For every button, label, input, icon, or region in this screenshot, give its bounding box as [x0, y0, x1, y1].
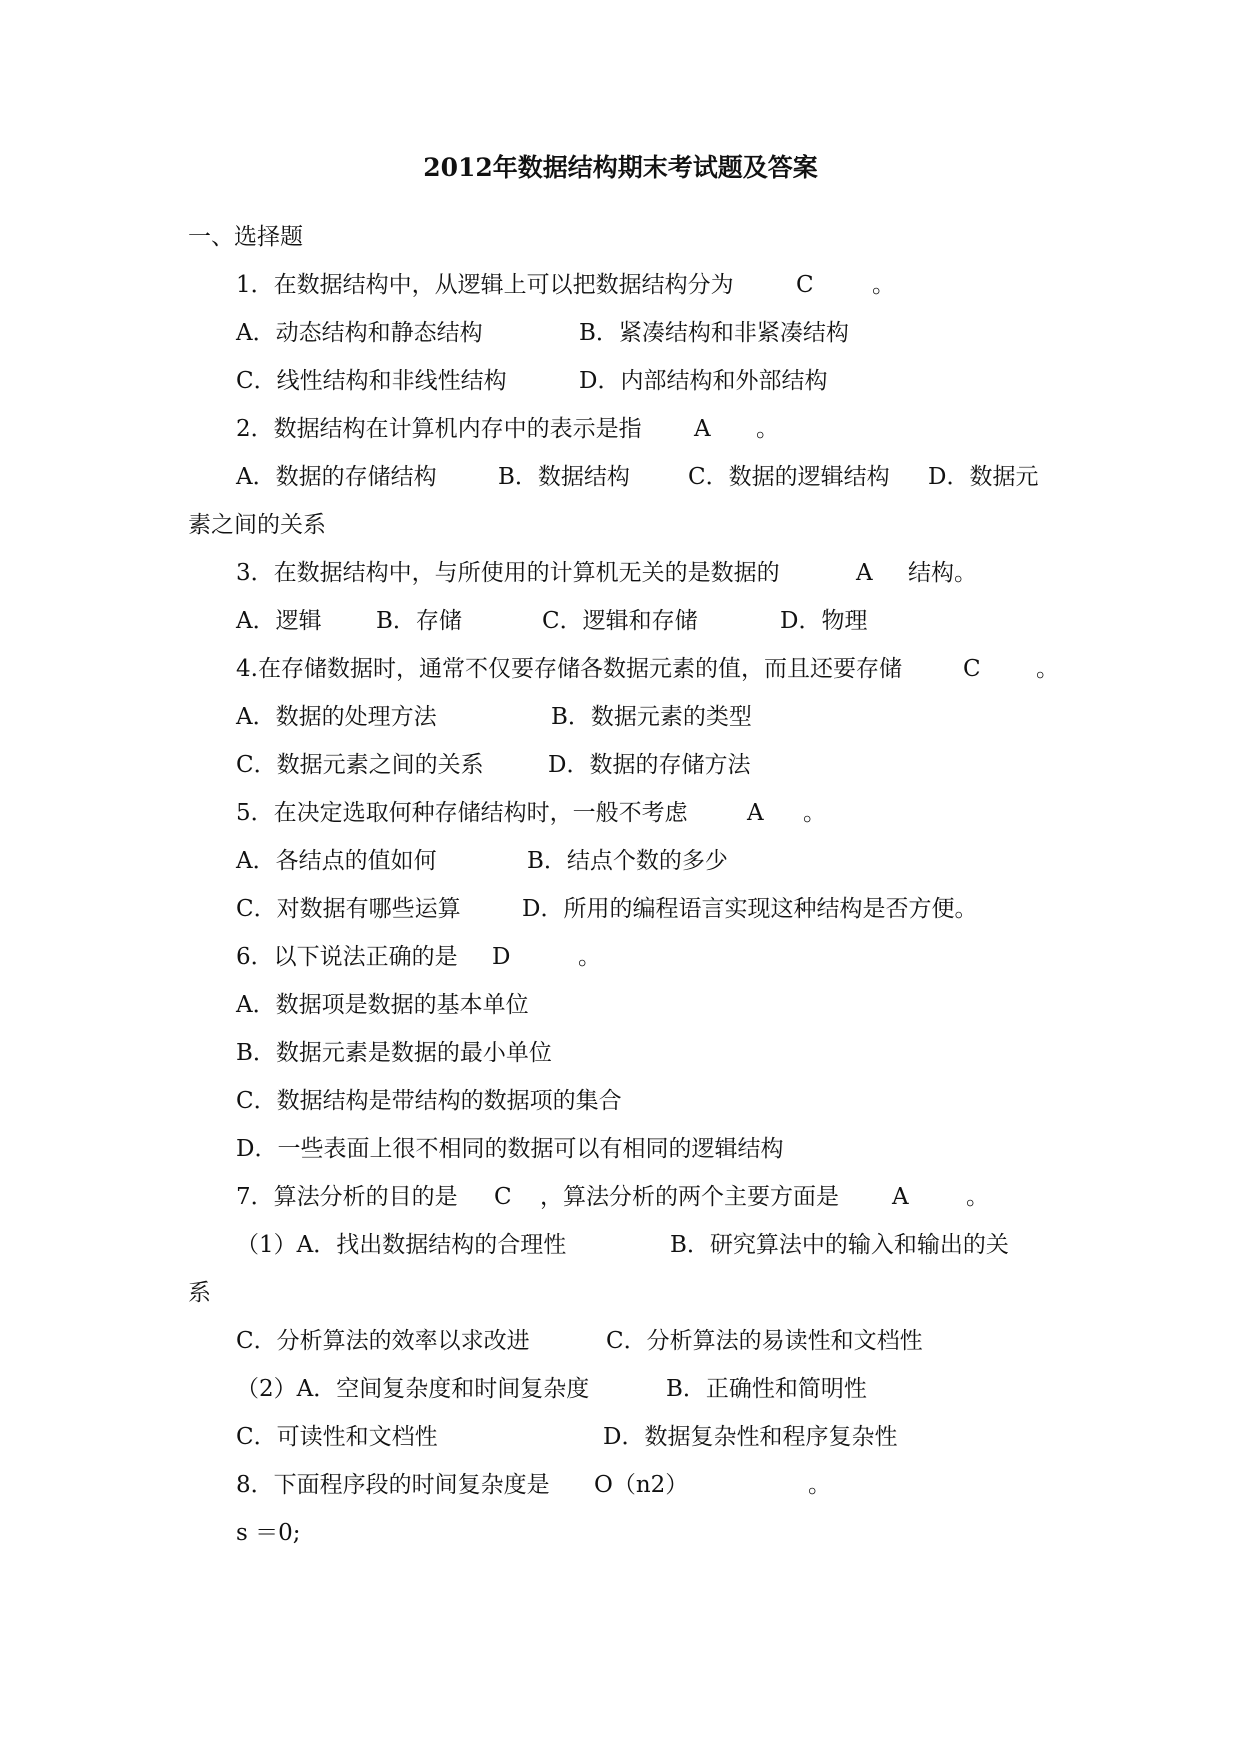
question-8-code-line: s ＝0; [236, 1520, 301, 1546]
question-text: 7．算法分析的目的是 [236, 1184, 458, 1210]
option: B．结点个数的多少 [527, 848, 728, 874]
question-text: 6．以下说法正确的是 [236, 944, 458, 970]
option: A．数据的存储结构 [236, 464, 437, 490]
end-mark: 。 [966, 1184, 989, 1210]
answer: A [856, 560, 873, 586]
option: B．研究算法中的输入和输出的关 [670, 1232, 1009, 1258]
option: D．所用的编程语言实现这种结构是否方便。 [522, 896, 978, 922]
question-2-options-row-2: 素之间的关系 [188, 512, 326, 538]
option: A．动态结构和静态结构 [236, 320, 483, 346]
end-mark: 。 [803, 800, 826, 826]
question-text: 3．在数据结构中，与所使用的计算机无关的是数据的 [236, 560, 780, 586]
page-title: 2012年数据结构期末考试题及答案 [423, 153, 818, 182]
option: C．数据的逻辑结构 [688, 464, 890, 490]
end-mark: 。 [1036, 656, 1059, 682]
end-mark: 。 [808, 1472, 831, 1498]
question-text: 1．在数据结构中，从逻辑上可以把数据结构分为 [236, 272, 734, 298]
question-text: 5．在决定选取何种存储结构时，一般不考虑 [236, 800, 688, 826]
question-6-option-b: B．数据元素是数据的最小单位 [236, 1040, 552, 1066]
option: （1）A．找出数据结构的合理性 [236, 1232, 567, 1258]
option: B．正确性和简明性 [666, 1376, 867, 1402]
question-6-option-a: A．数据项是数据的基本单位 [236, 992, 529, 1018]
option: C．可读性和文档性 [236, 1424, 438, 1450]
option: B．数据结构 [498, 464, 630, 490]
option: D．内部结构和外部结构 [579, 368, 828, 394]
question-text: 2．数据结构在计算机内存中的表示是指 [236, 416, 642, 442]
answer: A [747, 800, 764, 826]
question-text: ，算法分析的两个主要方面是 [540, 1184, 839, 1210]
option: C．对数据有哪些运算 [236, 896, 461, 922]
answer: C [796, 272, 814, 298]
question-7-options-row-2: 系 [188, 1280, 211, 1306]
option: B．紧凑结构和非紧凑结构 [579, 320, 849, 346]
option: C．分析算法的易读性和文档性 [606, 1328, 923, 1354]
answer: A [892, 1184, 909, 1210]
answer: A [694, 416, 711, 442]
end-mark: 结构。 [908, 560, 977, 586]
end-mark: 。 [756, 416, 779, 442]
option: A．逻辑 [236, 608, 322, 634]
option: D．数据的存储方法 [548, 752, 751, 778]
answer: C [494, 1184, 512, 1210]
question-6-option-d: D．一些表面上很不相同的数据可以有相同的逻辑结构 [236, 1136, 784, 1162]
question-text: 8．下面程序段的时间复杂度是 [236, 1472, 550, 1498]
end-mark: 。 [578, 944, 601, 970]
end-mark: 。 [872, 272, 895, 298]
option: C．线性结构和非线性结构 [236, 368, 507, 394]
question-text: 4.在存储数据时，通常不仅要存储各数据元素的值，而且还要存储 [236, 656, 902, 682]
answer: O（n2） [594, 1472, 689, 1498]
option: C．分析算法的效率以求改进 [236, 1328, 530, 1354]
option: D．数据复杂性和程序复杂性 [603, 1424, 898, 1450]
answer: C [963, 656, 981, 682]
question-6-option-c: C．数据结构是带结构的数据项的集合 [236, 1088, 622, 1114]
option: B．存储 [376, 608, 462, 634]
option: C．数据元素之间的关系 [236, 752, 484, 778]
option: A．各结点的值如何 [236, 848, 437, 874]
option: A．数据的处理方法 [236, 704, 437, 730]
option: C．逻辑和存储 [542, 608, 698, 634]
option: D．物理 [780, 608, 868, 634]
option: D．数据元 [928, 464, 1039, 490]
option: （2）A．空间复杂度和时间复杂度 [236, 1376, 590, 1402]
option: B．数据元素的类型 [551, 704, 752, 730]
section-heading: 一、选择题 [188, 224, 303, 250]
answer: D [492, 944, 511, 970]
